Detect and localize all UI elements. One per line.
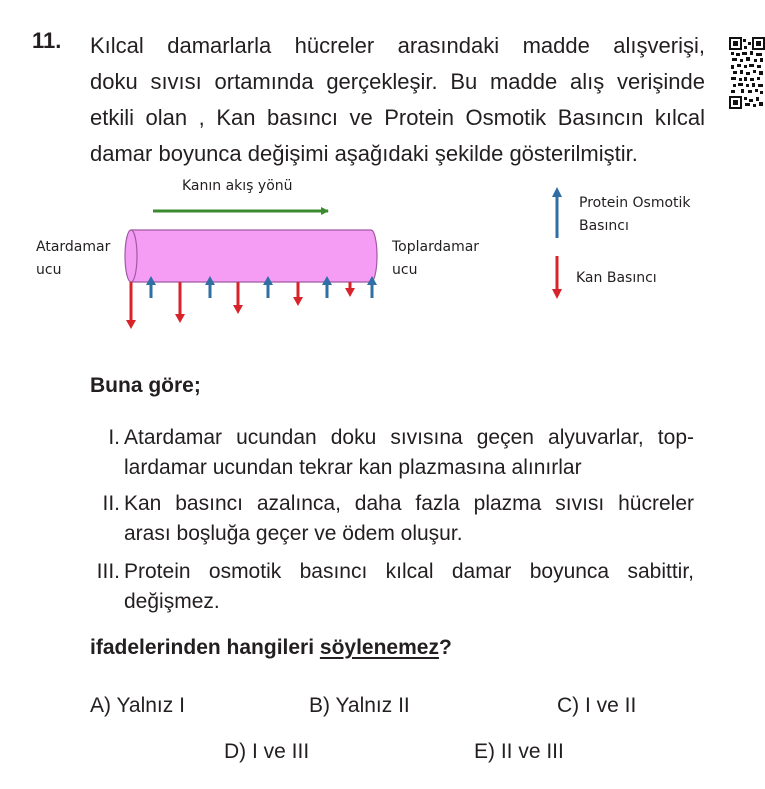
legend — [552, 187, 691, 299]
statement-line: değişmez. — [124, 590, 220, 613]
question-number: 11. — [32, 28, 62, 53]
blood-pressure-arrow-icon — [293, 297, 303, 306]
prompt-text: ifadelerinden hangileri — [90, 636, 320, 659]
statement-text — [124, 557, 694, 617]
stem-line: damar boyunca değişimi aşağıdaki şekilde gösterilmiştir. — [90, 141, 638, 166]
stem-line: doku sıvısı ortamında gerçekleşir. Bu madde alış verişinde — [90, 69, 705, 94]
blood-pressure-arrow-icon — [126, 320, 136, 329]
prompt-underlined: söylenemez — [319, 636, 439, 659]
option-c[interactable]: C) I ve II — [557, 694, 637, 717]
option-b[interactable]: B) Yalnız II — [309, 694, 410, 717]
vein-end-label-line1: Toplardamar — [392, 239, 480, 255]
legend-protein-line1: Protein Osmotik — [579, 195, 691, 211]
blood-pressure-arrow-icon — [345, 288, 355, 297]
statement-line: lardamar ucundan tekrar kan plazmasına alınırlar — [124, 456, 582, 479]
flow-label: Kanın akış yönü — [182, 178, 293, 194]
statement-1 — [90, 423, 710, 483]
statement-2 — [90, 489, 710, 549]
statement-text — [124, 423, 694, 483]
statement-number: III. — [96, 560, 120, 583]
legend-protein-line2: Basıncı — [579, 218, 629, 234]
artery-end-label-line2: ucu — [36, 262, 62, 278]
protein-osmotic-legend-arrow-icon — [552, 187, 562, 197]
legend-blood: Kan Basıncı — [576, 270, 657, 286]
capillary-vessel — [125, 230, 377, 282]
option-e[interactable]: E) II ve III — [474, 740, 564, 763]
statement-3 — [90, 557, 710, 617]
statement-line: Protein osmotik basıncı kılcal damar boyunca sabittir, — [124, 560, 694, 583]
blood-pressure-arrow-icon — [175, 314, 185, 323]
blood-pressure-legend-arrow-icon — [552, 289, 562, 299]
statement-line: arası boşluğa geçer ve ödem oluşur. — [124, 522, 463, 545]
option-d[interactable]: D) I ve III — [224, 740, 310, 763]
stem-line: Kılcal damarlarla hücreler arasındaki madde alışverişi, — [90, 33, 705, 58]
lead-text: Buna göre; — [90, 374, 201, 397]
statement-line: Kan basıncı azalınca, daha fazla plazma sıvısı hücreler — [124, 492, 694, 515]
statement-number: II. — [102, 492, 120, 515]
pressure-arrows — [126, 276, 377, 329]
stem-line: etkili olan , Kan basıncı ve Protein Osmotik Basıncın kılcal — [90, 105, 705, 130]
question-prompt — [90, 636, 452, 660]
option-a[interactable]: A) Yalnız I — [90, 694, 185, 717]
question-stem — [90, 28, 705, 172]
qr-code-icon — [729, 37, 765, 109]
statement-text — [124, 489, 694, 549]
capillary-diagram — [0, 170, 765, 340]
statement-line: Atardamar ucundan doku sıvısına geçen alyuvarlar, top- — [124, 426, 694, 449]
vein-end-label-line2: ucu — [392, 262, 418, 278]
prompt-mark: ? — [438, 636, 452, 659]
artery-end-label-line1: Atardamar — [36, 239, 111, 255]
statement-number: I. — [108, 426, 120, 449]
blood-pressure-arrow-icon — [233, 305, 243, 314]
